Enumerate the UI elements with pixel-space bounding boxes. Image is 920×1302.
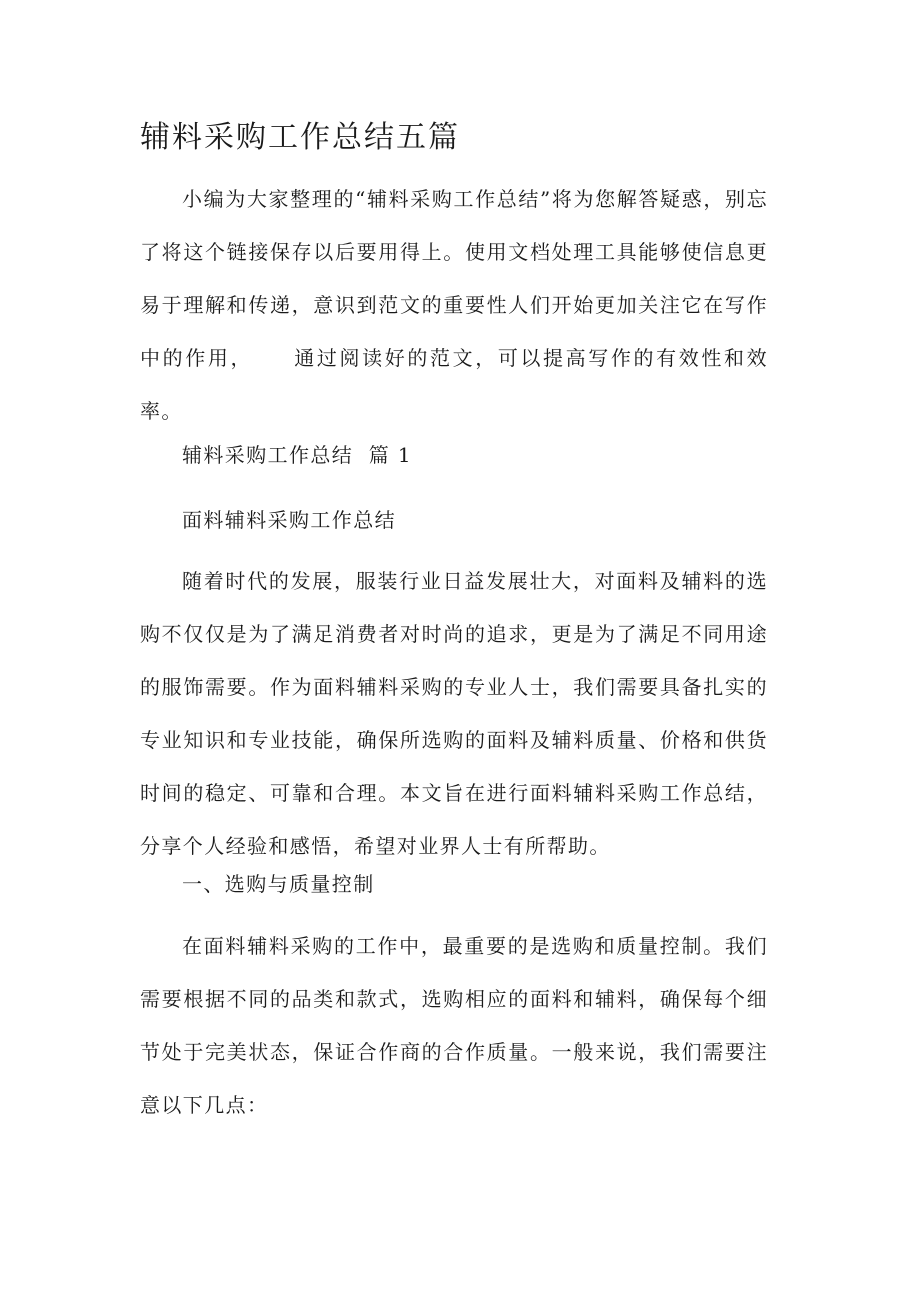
intro-paragraph <box>140 173 768 438</box>
body-paragraph-1: 随着时代的发展，服装行业日益发展壮大，对面料及辅料的选购不仅仅是为了满足消费者对时尚的追求，更是为了满足不同用途的服饰需要。作为面料辅料采购的专业人士，我们需要具备扎实的专业知识和专业技能，确保所选购的面料及辅料质量、价格和供货时间的稳定、可靠和合理。本文旨在进行面料辅料采购工作总结，分享个人经验和感悟，希望对业界人士有所帮助。 <box>140 569 768 858</box>
subtitle: 面料辅料采购工作总结 <box>182 508 396 532</box>
document-title: 辅料采购工作总结五篇 <box>140 120 460 155</box>
body-paragraph-2: 在面料辅料采购的工作中，最重要的是选购和质量控制。我们需要根据不同的品类和款式，选购相应的面料和辅料，确保每个细节处于完美状态，保证合作商的合作质量。一般来说，我们需要注意以下几点： <box>140 934 768 1117</box>
subsection-heading: 一、选购与质量控制 <box>182 872 375 896</box>
intro-text-part1: 小编为大家整理的“辅料采购工作总结”将为您解答疑惑，别忘了将这个链接保存以后要用得上。使用文档处理工具能够使信息更易于理解和传递，意识到范文的重要性人们开始更加关注它在写作中的作用， <box>140 187 768 370</box>
section-heading: 辅料采购工作总结 篇 1 <box>182 443 412 467</box>
intro-text-part2: 通过阅读好的范文，可以提高写作的有效性和效率。 <box>140 346 768 423</box>
